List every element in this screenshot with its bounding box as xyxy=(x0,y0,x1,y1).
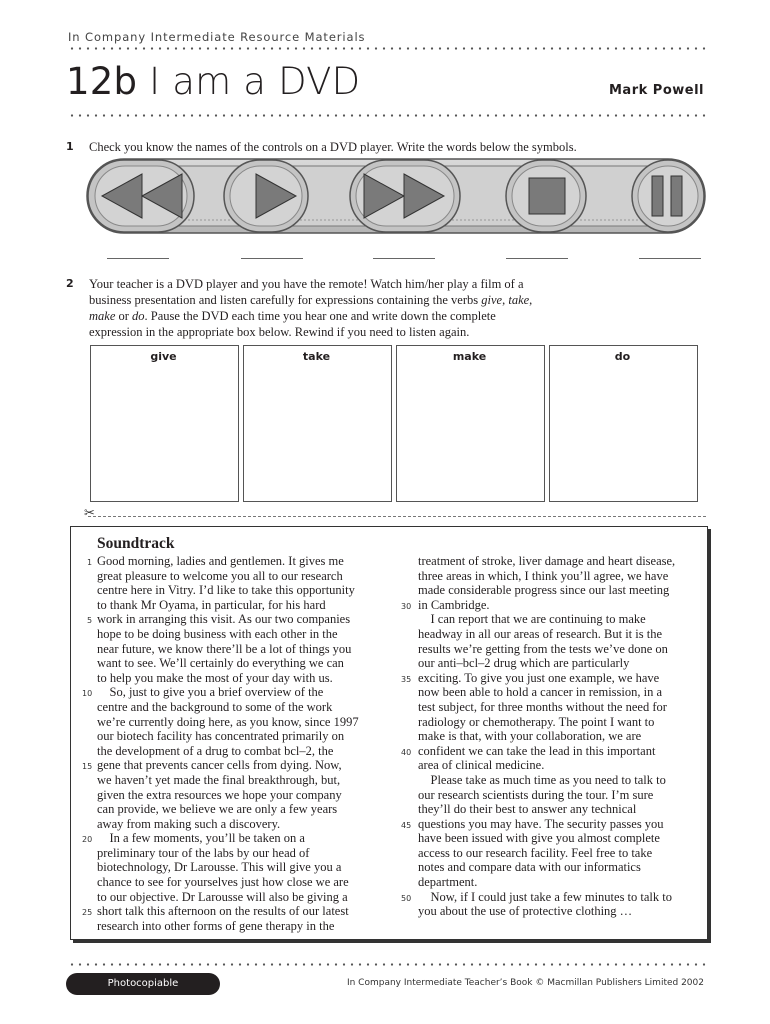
soundtrack-line: the development of a drug to combat bcl–2, the xyxy=(97,743,334,758)
soundtrack-line: you about the use of protective clothing … xyxy=(418,904,633,919)
pause-icon xyxy=(632,160,704,232)
unit-title: I am a DVD xyxy=(149,60,361,103)
soundtrack-line: centre and the background to some of the work xyxy=(97,699,333,714)
soundtrack-line: can provide, we believe we are only a few years xyxy=(97,802,338,817)
soundtrack-line: centre here in Vitry. I’d like to take this opportunity xyxy=(97,583,355,598)
soundtrack-line: to thank Mr Oyama, in particular, for his hard xyxy=(97,597,326,612)
answer-box-do[interactable] xyxy=(549,345,698,502)
copyright-credit: In Company Intermediate Teacher’s Book © Macmillan Publishers Limited 2002 xyxy=(346,978,704,988)
soundtrack-line: short talk this afternoon on the results of our latest xyxy=(97,904,349,919)
soundtrack-line: biotechnology, Dr Larousse. This will give you a xyxy=(97,860,342,875)
soundtrack-line: Good morning, ladies and gentlemen. It gives me xyxy=(97,554,344,568)
soundtrack-line: three areas in which, I think you’ll agree, we have xyxy=(418,568,669,583)
line-number: 20 xyxy=(82,835,93,844)
box-label-take: take xyxy=(302,350,331,363)
soundtrack-line: have been issued with give you almost complete xyxy=(418,831,660,846)
answer-line[interactable] xyxy=(506,258,568,259)
dvd-control-panel xyxy=(86,158,706,234)
soundtrack-line: they’ll do their best to answer any technical xyxy=(418,802,637,817)
question-number: 1 xyxy=(66,140,74,153)
soundtrack-line: near future, we know there’ll be a lot of things you xyxy=(97,641,352,656)
soundtrack-line: we’re currently doing here, as you know, since 1997 xyxy=(97,714,359,729)
soundtrack-line: radiology or chemotherapy. The point I want to xyxy=(418,714,655,729)
line-number: 25 xyxy=(82,908,93,917)
stop-icon xyxy=(506,160,586,232)
box-label-give: give xyxy=(150,350,177,363)
soundtrack-line: In a few moments, you’ll be taken on a xyxy=(97,831,305,846)
play-icon xyxy=(224,160,308,232)
soundtrack-line: questions you may have. The security passes you xyxy=(418,816,664,831)
soundtrack-line: work in arranging this visit. As our two companies xyxy=(97,612,351,627)
page-title xyxy=(66,60,360,103)
line-number: 50 xyxy=(401,894,412,903)
line-number: 1 xyxy=(87,558,93,567)
dotted-divider xyxy=(68,114,708,117)
line-number: 35 xyxy=(401,675,412,684)
soundtrack-left-column xyxy=(97,554,359,933)
series-title: In Company Intermediate Resource Materials xyxy=(68,30,366,44)
question-text: Your teacher is a DVD player and you have the remote! Watch him/her play a film of a business presentation and listen carefully for expressions containing the verbs give, take, make or do. Pause the DVD each time you hear one and write down the complete expression in the appropriate box below. Rewind if you need to listen again. xyxy=(89,277,533,339)
fast-forward-icon xyxy=(350,160,460,232)
answer-box-give[interactable] xyxy=(90,345,239,502)
soundtrack-line: gene that prevents cancer cells from dying. Now, xyxy=(97,758,342,773)
scissors-icon: ✂ xyxy=(84,506,95,521)
dotted-divider xyxy=(68,47,708,50)
line-number: 5 xyxy=(87,616,93,625)
soundtrack-line: in Cambridge. xyxy=(418,597,490,612)
answer-line[interactable] xyxy=(107,258,169,259)
soundtrack-line: test subject, for three months without the need for xyxy=(418,699,667,714)
soundtrack-line: our anti–bcl–2 drug which are particularly xyxy=(418,656,630,671)
soundtrack-line: I can report that we are continuing to make xyxy=(418,612,646,627)
soundtrack-line: make is that, with your collaboration, we are xyxy=(418,729,642,744)
answer-line[interactable] xyxy=(373,258,435,259)
soundtrack-right-column xyxy=(418,554,675,919)
soundtrack-line: headway in all our areas of research. But it is the xyxy=(418,626,663,641)
soundtrack-line: Please take as much time as you need to talk to xyxy=(418,772,666,787)
line-number: 45 xyxy=(401,821,412,830)
photocopiable-badge: Photocopiable xyxy=(66,973,220,995)
soundtrack-title: Soundtrack xyxy=(97,535,175,552)
soundtrack-line: notes and compare data with our informatics xyxy=(418,860,641,875)
soundtrack-line: hope to be doing business with each other in the xyxy=(97,626,338,641)
box-label-do: do xyxy=(614,350,631,363)
soundtrack-line: given the extra resources we hope your company xyxy=(97,787,342,802)
soundtrack-line: chance to see for yourselves just how close we are xyxy=(97,875,349,890)
unit-number: 12b xyxy=(66,60,138,103)
box-label-make: make xyxy=(452,350,487,363)
author-name: Mark Powell xyxy=(609,83,704,98)
line-number: 10 xyxy=(82,689,93,698)
line-number: 40 xyxy=(401,748,412,757)
soundtrack-line: want to see. We’ll certainly do everything we can xyxy=(97,656,344,671)
soundtrack-line: we haven’t yet made the final breakthrough, but, xyxy=(97,772,341,787)
soundtrack-line: preliminary tour of the labs by our head of xyxy=(97,845,310,860)
line-number: 30 xyxy=(401,602,412,611)
line-number: 15 xyxy=(82,762,93,771)
soundtrack-line: access to our research facility. Feel free to take xyxy=(418,845,653,860)
soundtrack-line: department. xyxy=(418,875,478,890)
soundtrack-line: So, just to give you a brief overview of the xyxy=(97,685,324,700)
answer-line[interactable] xyxy=(241,258,303,259)
rewind-icon xyxy=(88,160,194,232)
dotted-divider xyxy=(68,963,708,966)
answer-box-make[interactable] xyxy=(396,345,545,502)
soundtrack-line: made considerable progress since our last meeting xyxy=(418,583,670,598)
question-text: Check you know the names of the controls on a DVD player. Write the words below the symbols. xyxy=(89,140,577,154)
soundtrack-line: our research scientists during the tour. I’m sure xyxy=(418,787,654,802)
question-number: 2 xyxy=(66,277,74,290)
soundtrack-line: to help you make the most of your day with us. xyxy=(97,670,333,685)
answer-line[interactable] xyxy=(639,258,701,259)
soundtrack-line: results we’re getting from the tests we’ve done on xyxy=(418,641,668,656)
soundtrack-line: confident we can take the lead in this important xyxy=(418,743,656,758)
soundtrack-line: research into other forms of gene therapy in the xyxy=(97,918,335,933)
cut-line xyxy=(88,516,706,517)
answer-box-take[interactable] xyxy=(243,345,392,502)
soundtrack-line: our biotech facility has concentrated primarily on xyxy=(97,729,345,744)
soundtrack-line: great pleasure to welcome you all to our research xyxy=(97,568,343,583)
soundtrack-line: exciting. To give you just one example, we have xyxy=(418,670,660,685)
soundtrack-line: area of clinical medicine. xyxy=(418,758,545,773)
soundtrack-line: away from making such a discovery. xyxy=(97,816,281,831)
soundtrack-line: Now, if I could just take a few minutes to talk to xyxy=(418,889,672,904)
soundtrack-line: treatment of stroke, liver damage and heart disease, xyxy=(418,554,676,568)
soundtrack-line: now been able to hold a cancer in remission, in a xyxy=(418,685,663,700)
soundtrack-line: to our objective. Dr Larousse will also be giving a xyxy=(97,889,348,904)
